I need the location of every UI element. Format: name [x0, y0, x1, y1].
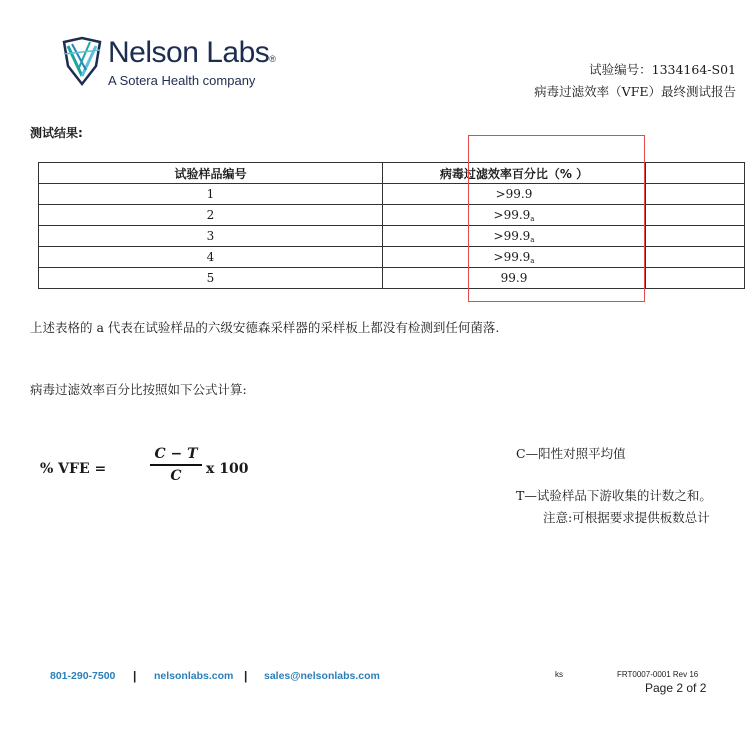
column-header-empty — [646, 163, 745, 184]
section-title: 测试结果: — [30, 126, 83, 140]
formula-lhs: % VFE = — [40, 461, 107, 477]
formula-denominator: C — [170, 467, 182, 484]
vfe-value: >99.9 — [493, 228, 531, 243]
highlight-box — [468, 135, 645, 302]
formula-numerator: C − T — [154, 446, 198, 462]
sample-id-cell: 5 — [39, 268, 383, 289]
company-logo — [60, 36, 300, 96]
formula-fraction — [150, 446, 202, 484]
sample-id-cell: 1 — [39, 184, 383, 205]
footnote-marker: a — [530, 235, 535, 244]
column-header-vfe-percent: 病毒过滤效率百分比（% ） — [383, 163, 646, 184]
logo-brand: Nelson Labs® — [108, 36, 276, 69]
vfe-value: >99.9 — [495, 187, 533, 201]
legend-c-definition: C—阳性对照平均值 — [516, 446, 626, 461]
note-a: 上述表格的 a 代表在试验样品的六级安德森采样器的采样板上都没有检测到任何菌落. — [30, 320, 500, 335]
legend-note: 注意:可根据要求提供板数总计 — [543, 510, 710, 525]
footer-email-link[interactable]: sales@nelsonlabs.com — [264, 670, 380, 682]
footnote-marker: a — [530, 256, 535, 265]
nelson-labs-shield-icon — [60, 36, 104, 88]
footer-separator: | — [244, 669, 248, 683]
sample-id-cell: 2 — [39, 205, 383, 226]
footer-page-number: Page 2 of 2 — [645, 681, 707, 695]
logo-tagline: A Sotera Health company — [108, 73, 256, 88]
footer-separator: | — [133, 669, 137, 683]
formula-intro: 病毒过滤效率百分比按照如下公式计算: — [30, 382, 247, 397]
vfe-value: >99.9 — [493, 207, 531, 222]
report-title: 病毒过滤效率（VFE）最终测试报告 — [534, 84, 736, 99]
footnote-marker: a — [530, 214, 535, 223]
empty-cell — [646, 268, 745, 289]
vfe-formula — [40, 446, 249, 496]
empty-cell — [646, 184, 745, 205]
footer-phone: 801-290-7500 — [50, 670, 116, 682]
fraction-bar — [150, 464, 202, 466]
empty-cell — [646, 205, 745, 226]
sample-id-cell: 4 — [39, 247, 383, 268]
footer-form-id: FRT0007-0001 Rev 16 — [617, 670, 699, 679]
legend-t-definition: T—试验样品下游收集的计数之和。 — [516, 488, 712, 503]
footer-website-link[interactable]: nelsonlabs.com — [154, 670, 234, 682]
footer-initials: ks — [555, 670, 563, 679]
vfe-value: >99.9 — [493, 249, 531, 264]
empty-cell — [646, 247, 745, 268]
empty-cell — [646, 226, 745, 247]
sample-id-cell: 3 — [39, 226, 383, 247]
test-number: 试验编号：1334164-S01 — [589, 62, 736, 77]
vfe-value: 99.9 — [500, 271, 528, 285]
column-header-sample-id: 试验样品编号 — [39, 163, 383, 184]
formula-rhs: x 100 — [206, 461, 249, 477]
